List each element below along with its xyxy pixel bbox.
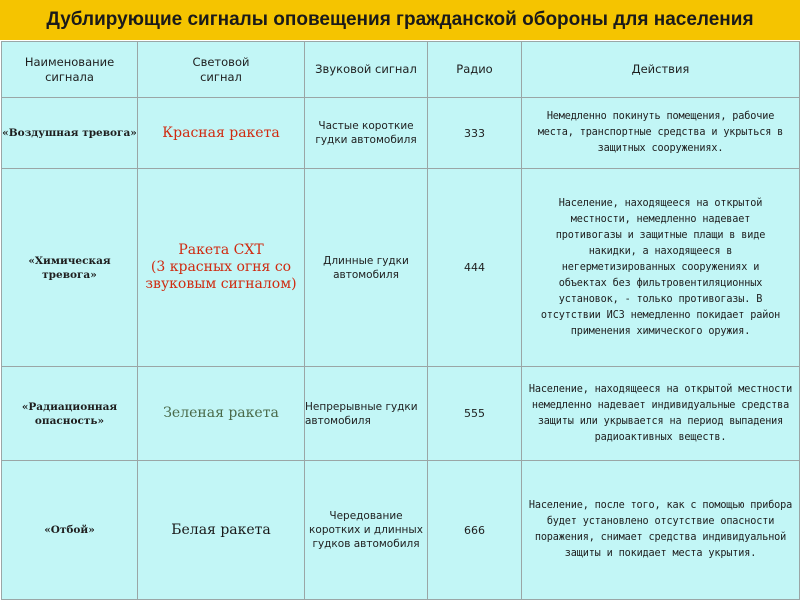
header-name: Наименование сигнала [2,42,138,98]
header-sound-signal: Звуковой сигнал [305,42,428,98]
radio-code: 555 [428,367,522,461]
table-row [2,461,800,600]
action-text: Население, находящееся на открытой местности, немедленно надевает противогазы и защитные плащи в виде накидки, а находящееся в негерметизированных сооружениях и объектах без фильтровентиляционных установок, - только противогазы. В отсутствии ИСЗ немедленно покидает район применения химического оружия. [522,169,800,367]
signal-name: «Радиационная опасность» [2,367,138,461]
light-signal: Ракета СХТ (3 красных огня со звуковым сигналом) [138,169,305,367]
sound-signal: Длинные гудки автомобиля [305,169,428,367]
radio-code: 333 [428,98,522,169]
signal-name: «Отбой» [2,461,138,600]
light-signal: Зеленая ракета [138,367,305,461]
header-light-signal: Световой сигнал [138,42,305,98]
radio-code: 666 [428,461,522,600]
header-radio: Радио [428,42,522,98]
sound-signal: Частые короткие гудки автомобиля [305,98,428,169]
action-text: Население, после того, как с помощью прибора будет установлено отсутствие опасности поражения, снимает средства индивидуальной защиты и покидает места укрытия. [522,461,800,600]
radio-code: 444 [428,169,522,367]
table-row [2,169,800,367]
signal-name: «Воздушная тревога» [2,98,138,169]
signals-table [1,41,800,600]
light-signal: Белая ракета [138,461,305,600]
page-title: Дублирующие сигналы оповещения гражданской обороны для населения [0,0,800,40]
sound-signal: Непрерывные гудки автомобиля [305,367,428,461]
table-row [2,367,800,461]
table-row [2,98,800,169]
action-text: Население, находящееся на открытой местности немедленно надевает индивидуальные средства защиты или укрывается на период выпадения радиоактивных веществ. [522,367,800,461]
signal-name: «Химическая тревога» [2,169,138,367]
header-actions: Действия [522,42,800,98]
light-signal: Красная ракета [138,98,305,169]
table-header-row [2,42,800,98]
sound-signal: Чередование коротких и длинных гудков автомобиля [305,461,428,600]
action-text: Немедленно покинуть помещения, рабочие места, транспортные средства и укрыться в защитных сооружениях. [522,98,800,169]
